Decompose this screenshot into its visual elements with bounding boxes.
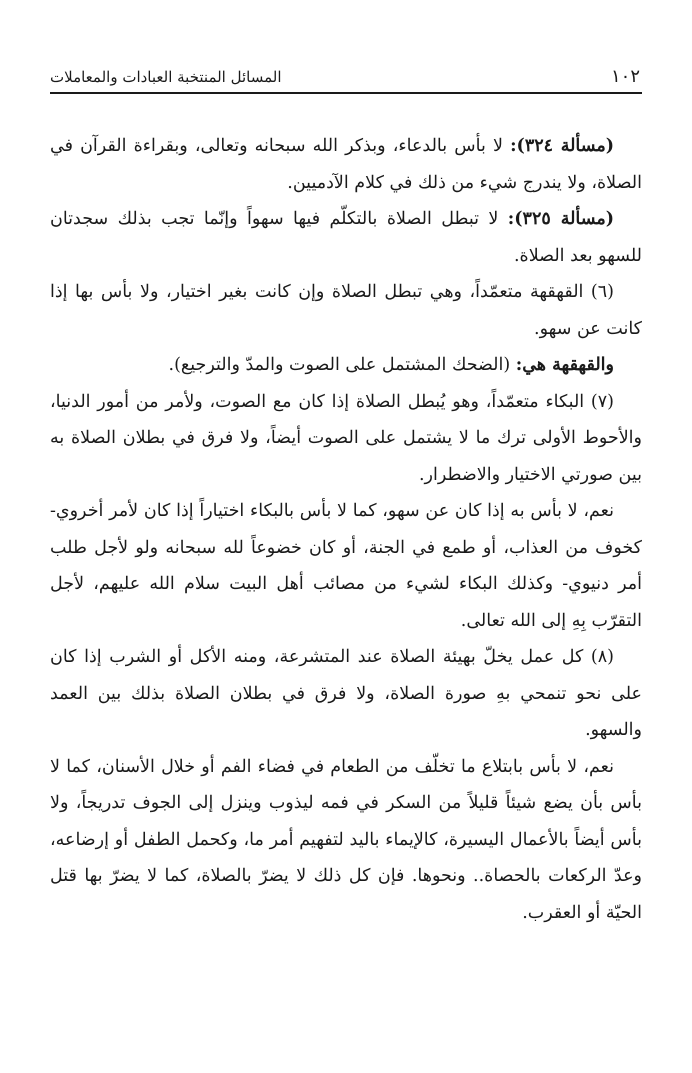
paragraph-text: (٨) كل عمل يخلّ بهيئة الصلاة عند المتشرعة، ومنه الأكل أو الشرب إذا كان على نحو تنمحي بهِ صورة الصلاة، ولا فرق في بطلان الصلاة بذلك بين العمد والسهو. — [50, 647, 642, 740]
paragraph-text: نعم، لا بأس به إذا كان عن سهو، كما لا بأس بالبكاء اختياراً إذا كان لأمر أخروي- كخوف من العذاب، أو طمع في الجنة، أو كان خضوعاً لله سبحانه ولو لأجل طلب أمر دنيوي- وكذلك البكاء لشيء من مصائب أهل البيت سلام الله عليهم، لأجل التقرّب بِهِ إلى الله تعالى. — [50, 501, 642, 631]
paragraph — [50, 128, 642, 201]
paragraph — [50, 639, 642, 749]
paragraph-text: لا بأس بالدعاء، وبذكر الله سبحانه وتعالى، وبقراءة القرآن في الصلاة، ولا يندرج شيء من ذلك في كلام الآدميين. — [50, 136, 642, 193]
issue-label: (مسألة ٣٢٥): — [507, 209, 615, 229]
paragraph-text: لا تبطل الصلاة بالتكلّم فيها سهواً وإنّما تجب بذلك سجدتان للسهو بعد الصلاة. — [50, 209, 642, 266]
page-header — [50, 64, 642, 94]
paragraph-text: نعم، لا بأس بابتلاع ما تخلّف من الطعام في فضاء الفم أو خلال الأسنان، كما لا بأس بأن يضع شيئاً قليلاً من السكر في فمه ليذوب وينزل إلى الجوف تدريجاً، ولا بأس أيضاً بالأعمال اليسيرة، كالإيماء باليد لتفهيم أمر ما، وكحمل الطفل أو إرضاعه، وعدّ الركعات بالحصاة.. ونحوها. فإن كل ذلك لا يضرّ بالصلاة، كما لا يضرّ بها قتل الحيّة أو العقرب. — [50, 756, 642, 923]
paragraph — [50, 749, 642, 932]
paragraph — [50, 274, 642, 347]
definition-label: والقهقهة هي: — [515, 355, 614, 375]
paragraph — [50, 201, 642, 274]
running-title: المسائل المنتخبة العبادات والمعاملات — [50, 68, 282, 86]
page-number: ١٠٢ — [610, 66, 640, 87]
paragraph-text: (٦) القهقهة متعمّداً، وهي تبطل الصلاة وإن كانت بغير اختيار، ولا بأس بها إذا كانت عن سهو. — [50, 282, 642, 339]
paragraph-text: (الضحك المشتمل على الصوت والمدّ والترجيع). — [168, 355, 516, 375]
issue-label: (مسألة ٣٢٤): — [510, 136, 615, 156]
paragraph — [50, 493, 642, 639]
paragraph-text: (٧) البكاء متعمّداً، وهو يُبطل الصلاة إذا كان مع الصوت، ولأمر من أمور الدنيا، والأحوط الأولى ترك ما لا يشتمل على الصوت أيضاً، ولا فرق في بطلان الصلاة به بين صورتي الاختيار والاضطرار. — [50, 391, 642, 485]
paragraph — [50, 347, 642, 384]
page-body — [50, 128, 642, 931]
paragraph — [50, 384, 642, 494]
book-page — [50, 0, 642, 1073]
